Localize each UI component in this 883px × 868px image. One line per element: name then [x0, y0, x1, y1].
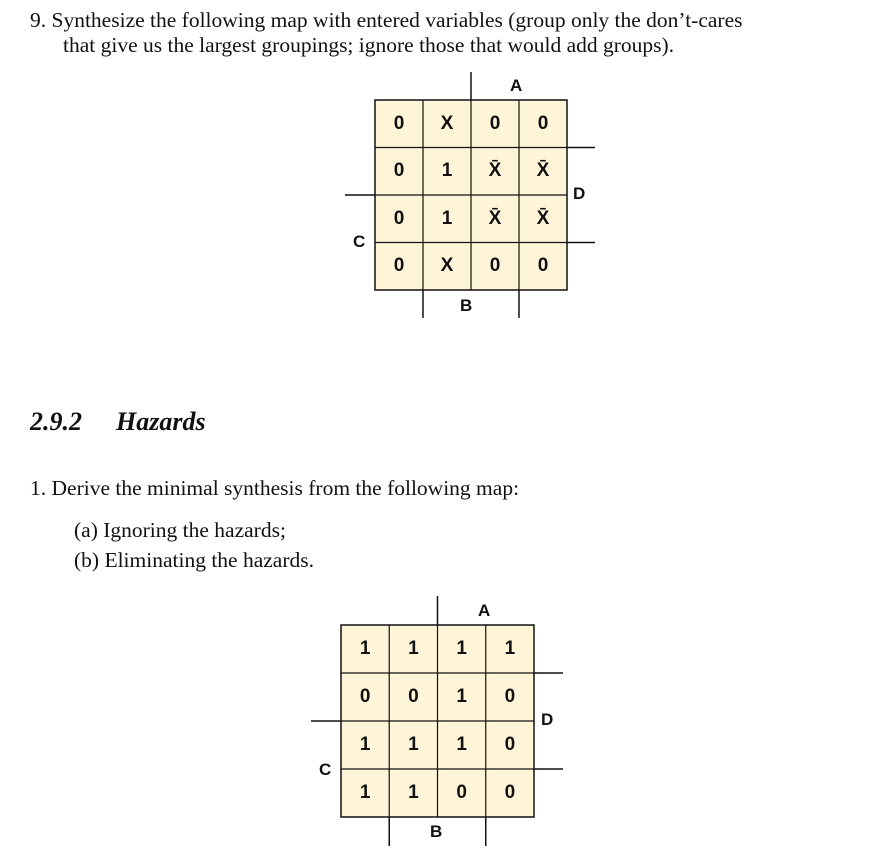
variable-b-label: B: [460, 296, 473, 315]
kmap-cell: 0: [359, 686, 371, 707]
variable-a-label: A: [510, 76, 523, 95]
kmap-cell: 1: [359, 782, 371, 803]
kmap-cell: 0: [504, 734, 516, 755]
kmap-cell: 0: [504, 686, 516, 707]
kmap-cell: 1: [359, 734, 371, 755]
kmap-cell: 0: [393, 207, 405, 229]
kmap-cell: 0: [489, 112, 501, 134]
variable-a-label: A: [478, 601, 491, 620]
kmap-cell: 1: [359, 638, 371, 659]
kmap-cell: 1: [456, 734, 467, 755]
kmap-cell: 0: [408, 686, 419, 707]
section-title: Hazards: [116, 407, 206, 436]
kmap-cell: 1: [504, 638, 516, 659]
variable-d-label: D: [541, 710, 554, 729]
kmap-cell: 1: [456, 686, 467, 707]
problem-9-line-1: 9. Synthesize the following map with entered variables (group only the don’t-cares: [30, 8, 743, 32]
kmap-cell: 0: [537, 112, 549, 134]
variable-b-label: B: [430, 822, 443, 841]
section-number: 2.9.2: [30, 407, 82, 436]
problem-1-part-b: (b) Eliminating the hazards.: [74, 548, 315, 572]
kmap-cell: 0: [393, 112, 405, 134]
kmap-cell: 0: [393, 160, 405, 182]
kmap-cell: 0: [537, 255, 549, 277]
kmap-cell: 1: [408, 734, 419, 755]
karnaugh-map-1: [345, 72, 595, 322]
problem-9-line-2: that give us the largest groupings; ignore those that would add groups).: [63, 33, 675, 57]
kmap-cell: 0: [504, 782, 516, 803]
kmap-cell: 0: [456, 782, 467, 803]
kmap-cell: X̄: [488, 207, 502, 229]
kmap-cell: X̄: [536, 160, 550, 182]
kmap-cell: X: [440, 112, 454, 134]
kmap-cell: 1: [441, 160, 453, 182]
kmap-cell: 1: [441, 207, 453, 229]
karnaugh-map-2: [311, 596, 563, 848]
kmap-cell: X: [440, 255, 454, 277]
kmap-cell: 1: [408, 638, 419, 659]
variable-c-label: C: [353, 232, 366, 251]
kmap-cell: 1: [456, 638, 467, 659]
kmap-cell: 0: [393, 255, 405, 277]
problem-1-line: 1. Derive the minimal synthesis from the following map:: [30, 476, 520, 500]
kmap-cell: X̄: [536, 207, 550, 229]
kmap-cell: 1: [408, 782, 419, 803]
problem-1-part-a: (a) Ignoring the hazards;: [74, 518, 286, 542]
section-heading: [30, 407, 206, 437]
variable-d-label: D: [573, 184, 586, 203]
kmap-cell: X̄: [488, 160, 502, 182]
kmap-cell: 0: [489, 255, 501, 277]
variable-c-label: C: [319, 760, 332, 779]
